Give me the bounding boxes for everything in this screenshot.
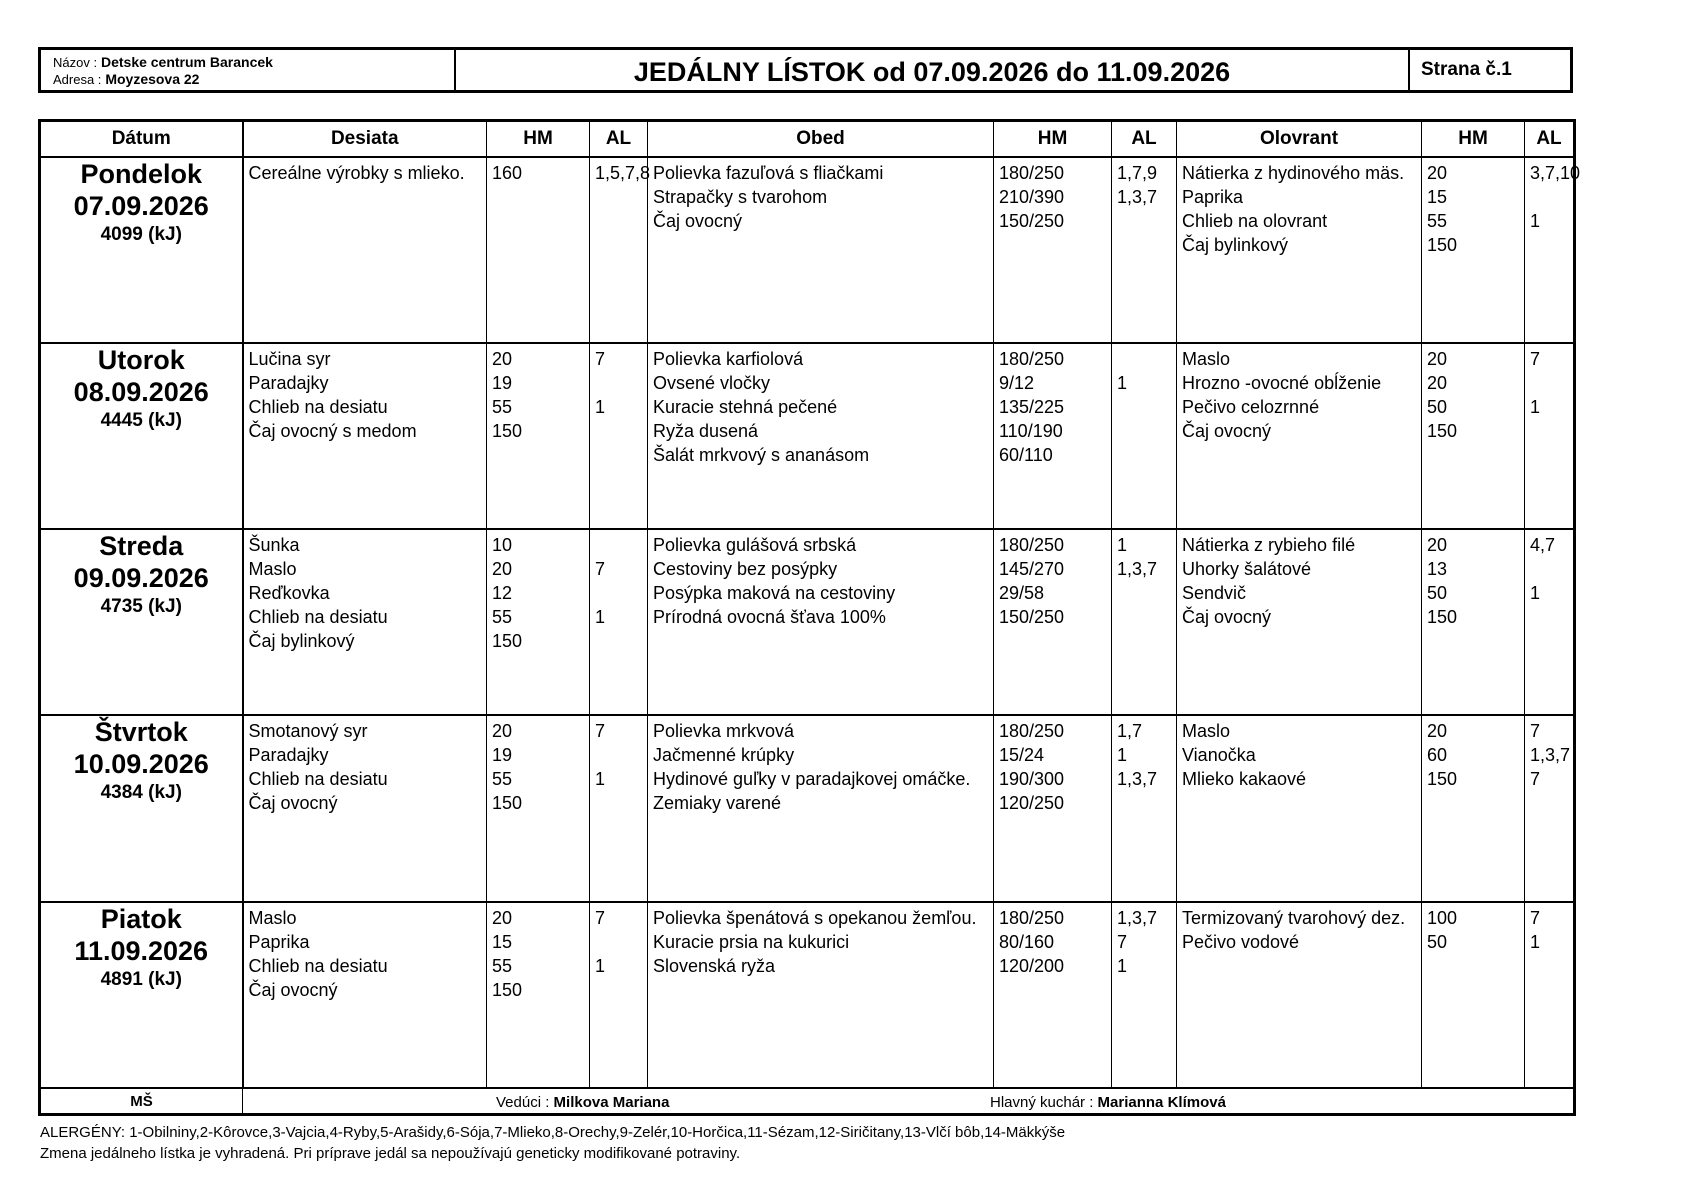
snack-al: [595, 978, 647, 1002]
lunch-item: Prírodná ovocná šťava 100%: [653, 607, 886, 628]
snack-al-cell: [590, 343, 648, 529]
lunch-al: [1117, 347, 1176, 371]
snack-al: 7: [595, 907, 606, 928]
afternoon-hm: 20: [1427, 162, 1448, 183]
afternoon-al: [1530, 371, 1573, 395]
afternoon-item: Nátierka z rybieho filé: [1182, 535, 1356, 556]
afternoon-hm: 150: [1427, 234, 1458, 255]
snack-al: 7: [595, 721, 606, 742]
facility-name: Detske centrum Barancek: [100, 54, 273, 70]
lunch-hm: 150/250: [999, 210, 1065, 231]
lunch-item: Kuracie stehná pečené: [653, 396, 838, 417]
lunch-hm: 180/250: [999, 907, 1065, 928]
lunch-al: 7: [1117, 931, 1128, 952]
day-date: 09.09.2026: [73, 563, 209, 594]
snack-hm: 15: [492, 931, 513, 952]
snack-hm: 10: [492, 535, 513, 556]
snack-item: Chlieb na desiatu: [248, 396, 388, 417]
day-cell: [40, 715, 243, 901]
afternoon-al: [1530, 233, 1573, 257]
afternoon-item: Vianočka: [1182, 745, 1256, 766]
lunch-hm-cell: [994, 157, 1112, 343]
ms-mark: MŠ: [40, 1088, 243, 1115]
afternoon-item: Maslo: [1182, 348, 1231, 369]
menu-table: [38, 119, 1581, 1116]
header-hm-lunch: HM: [994, 121, 1112, 157]
snack-al: 1: [595, 607, 606, 628]
lunch-hm-cell: [994, 343, 1112, 529]
day-energy: 4384 (kJ): [100, 782, 182, 804]
lunch-item-cell: [648, 902, 994, 1088]
snack-hm: 150: [492, 793, 523, 814]
lunch-al: 1,3,7: [1117, 559, 1158, 580]
page-number: Strana č.1: [1421, 59, 1512, 80]
afternoon-al: [1530, 605, 1573, 629]
afternoon-item-cell: [1177, 529, 1422, 715]
day-name: Pondelok: [80, 158, 202, 189]
afternoon-al: [1530, 185, 1573, 209]
day-energy: 4735 (kJ): [100, 596, 182, 618]
signature-row: [40, 1088, 1575, 1115]
afternoon-hm: 150: [1427, 420, 1458, 441]
lunch-hm: 29/58: [999, 583, 1045, 604]
snack-al: 7: [595, 559, 606, 580]
snack-item-cell: [243, 529, 487, 715]
afternoon-item: Uhorky šalátové: [1182, 559, 1312, 580]
lunch-item: Slovenská ryža: [653, 955, 776, 976]
lunch-hm-cell: [994, 715, 1112, 901]
afternoon-al: [1530, 419, 1573, 443]
header-snack: Desiata: [243, 121, 487, 157]
afternoon-al: 7: [1530, 907, 1541, 928]
afternoon-item: Pečivo celozrnné: [1182, 396, 1320, 417]
lunch-item: Polievka mrkvová: [653, 721, 795, 742]
afternoon-al-cell: [1525, 157, 1581, 343]
lunch-al: [1117, 605, 1176, 629]
lunch-al: 1: [1117, 372, 1128, 393]
day-name: Štvrtok: [94, 717, 188, 748]
snack-item: Maslo: [248, 559, 297, 580]
lunch-al: 1: [1117, 955, 1128, 976]
afternoon-al: 4,7: [1530, 535, 1556, 556]
afternoon-hm-cell: [1422, 529, 1525, 715]
snack-al: 1: [595, 769, 606, 790]
lunch-item: Čaj ovocný: [653, 210, 743, 231]
address-label: Adresa :: [53, 72, 102, 87]
document-title: JEDÁLNY LÍSTOK od 07.09.2026 do 11.09.2026: [456, 50, 1410, 90]
snack-al: 1: [595, 955, 606, 976]
day-date: 08.09.2026: [73, 376, 209, 407]
lunch-hm: 60/110: [999, 444, 1053, 465]
snack-item: Čaj ovocný: [248, 979, 338, 1000]
lunch-hm-cell: [994, 529, 1112, 715]
snack-al: [595, 419, 647, 443]
lunch-hm: 120/200: [999, 955, 1065, 976]
lunch-al-cell: [1112, 157, 1177, 343]
header-date: Dátum: [40, 121, 243, 157]
snack-item-cell: [243, 902, 487, 1088]
afternoon-hm: 50: [1427, 583, 1448, 604]
afternoon-hm-cell: [1422, 343, 1525, 529]
lunch-al: [1117, 581, 1176, 605]
lunch-item: Polievka špenátová s opekanou žemľou.: [653, 907, 977, 928]
afternoon-al: 7: [1530, 721, 1541, 742]
lunch-hm: 180/250: [999, 162, 1065, 183]
lunch-hm: 190/300: [999, 769, 1065, 790]
snack-hm: 55: [492, 607, 513, 628]
afternoon-item: Pečivo vodové: [1182, 931, 1300, 952]
day-cell: [40, 529, 243, 715]
lunch-al: 1,3,7: [1117, 769, 1158, 790]
day-row: [40, 343, 1575, 529]
snack-hm: 20: [492, 348, 513, 369]
afternoon-item: Termizovaný tvarohový dez.: [1182, 907, 1406, 928]
lunch-item: Ryža dusená: [653, 420, 759, 441]
day-energy: 4099 (kJ): [100, 223, 182, 245]
name-label: Názov :: [53, 55, 98, 70]
snack-item: Paprika: [248, 931, 310, 952]
afternoon-al: [1530, 557, 1573, 581]
snack-item: Lučina syr: [248, 348, 331, 369]
afternoon-item: Nátierka z hydinového mäs.: [1182, 162, 1405, 183]
afternoon-hm: 150: [1427, 769, 1458, 790]
afternoon-al-cell: [1525, 529, 1575, 715]
header-afternoon: Olovrant: [1177, 121, 1422, 157]
day-date: 07.09.2026: [73, 190, 209, 221]
snack-hm: 19: [492, 745, 513, 766]
day-row: [40, 529, 1575, 715]
afternoon-item: Mlieko kakaové: [1182, 769, 1307, 790]
lunch-item: Posýpka maková na cestoviny: [653, 583, 896, 604]
snack-item-cell: [243, 343, 487, 529]
allergen-legend: ALERGÉNY: 1-Obilniny,2-Kôrovce,3-Vajcia,4-Ryby,5-Arašidy,6-Sója,7-Mlieko,8-Orechy,9-Zelér,10-Horčica,11-Sézam,12-Siričitany,13-Vlčí bôb,14-Mäkkýše: [40, 1124, 1066, 1141]
snack-al: [595, 371, 647, 395]
lunch-hm: 180/250: [999, 721, 1065, 742]
snack-item-cell: [243, 715, 487, 901]
lunch-al: [1117, 395, 1176, 419]
header-lunch: Obed: [648, 121, 994, 157]
snack-item: Čaj ovocný: [248, 793, 338, 814]
document-header: [38, 47, 1573, 93]
snack-al: [595, 930, 647, 954]
snack-hm: 55: [492, 955, 513, 976]
snack-al-cell: [590, 902, 648, 1088]
lunch-hm: 9/12: [999, 372, 1035, 393]
lunch-hm-cell: [994, 902, 1112, 1088]
footnotes: [40, 1122, 1065, 1164]
afternoon-item: Paprika: [1182, 186, 1244, 207]
lunch-hm: 110/190: [999, 420, 1063, 441]
snack-item: Maslo: [248, 907, 297, 928]
afternoon-item: Hrozno -ovocné obĺženie: [1182, 372, 1382, 393]
facility-address: Moyzesova 22: [105, 71, 200, 87]
afternoon-hm: 20: [1427, 372, 1448, 393]
afternoon-hm: 60: [1427, 745, 1448, 766]
snack-hm-cell: [487, 343, 590, 529]
manager-signature: [496, 1094, 669, 1111]
header-al-afternoon: AL: [1525, 121, 1575, 157]
afternoon-hm: 20: [1427, 348, 1448, 369]
lunch-al: 1,7,9: [1117, 162, 1158, 183]
lunch-item: Cestoviny bez posýpky: [653, 559, 838, 580]
lunch-item: Polievka gulášová srbská: [653, 535, 857, 556]
day-cell: [40, 902, 243, 1088]
snack-hm: 19: [492, 372, 513, 393]
disclaimer: Zmena jedálneho lístka je vyhradená. Pri príprave jedál sa nepoužívajú geneticky modifikované potraviny.: [40, 1145, 741, 1162]
afternoon-item-cell: [1177, 715, 1422, 901]
lunch-item: Strapačky s tvarohom: [653, 186, 828, 207]
snack-hm: 20: [492, 721, 513, 742]
lunch-item: Jačmenné krúpky: [653, 745, 795, 766]
lunch-al: 1: [1117, 535, 1128, 556]
lunch-al: 1,7: [1117, 721, 1143, 742]
day-energy: 4891 (kJ): [100, 968, 182, 990]
snack-item: Chlieb na desiatu: [248, 955, 388, 976]
afternoon-hm: 20: [1427, 535, 1448, 556]
snack-al: 1,5,7,8: [595, 162, 651, 183]
snack-al: [595, 791, 647, 815]
snack-item: Cereálne výrobky s mlieko.: [248, 162, 465, 183]
column-headers: [40, 121, 1575, 157]
lunch-al: [1117, 419, 1176, 443]
afternoon-hm-cell: [1422, 715, 1525, 901]
chef-name: Marianna Klímová: [1097, 1094, 1226, 1111]
lunch-hm: 180/250: [999, 535, 1065, 556]
day-name: Utorok: [97, 344, 185, 375]
snack-hm: 12: [492, 583, 513, 604]
snack-item: Reďkovka: [248, 583, 330, 604]
menu-body: [40, 157, 1581, 1089]
snack-hm: 20: [492, 907, 513, 928]
afternoon-hm: 50: [1427, 931, 1448, 952]
signatures: [243, 1088, 1575, 1115]
afternoon-al: 1: [1530, 931, 1541, 952]
snack-hm: 20: [492, 559, 513, 580]
lunch-al: [1117, 443, 1176, 467]
snack-al: [595, 743, 647, 767]
lunch-item: Zemiaky varené: [653, 793, 782, 814]
lunch-item-cell: [648, 529, 994, 715]
afternoon-hm: 13: [1427, 559, 1448, 580]
lunch-al: [1117, 791, 1176, 815]
afternoon-item: Maslo: [1182, 721, 1231, 742]
afternoon-item-cell: [1177, 157, 1422, 343]
snack-al: [595, 581, 647, 605]
snack-item: Paradajky: [248, 745, 329, 766]
snack-hm: 55: [492, 769, 513, 790]
snack-item: Chlieb na desiatu: [248, 607, 388, 628]
snack-hm: 150: [492, 420, 523, 441]
afternoon-item: Čaj ovocný: [1182, 607, 1272, 628]
snack-hm: 55: [492, 396, 513, 417]
afternoon-item-cell: [1177, 902, 1422, 1088]
snack-hm: 160: [492, 162, 523, 183]
day-row: [40, 715, 1575, 901]
afternoon-hm: 15: [1427, 186, 1448, 207]
header-hm-afternoon: HM: [1422, 121, 1525, 157]
manager-label: Vedúci :: [496, 1094, 550, 1111]
afternoon-hm: 50: [1427, 396, 1448, 417]
snack-al: [595, 533, 647, 557]
lunch-item: Polievka fazuľová s fliačkami: [653, 162, 884, 183]
facility-info: [41, 50, 456, 90]
afternoon-hm: 100: [1427, 907, 1458, 928]
chef-label: Hlavný kuchár :: [990, 1094, 1094, 1111]
lunch-hm: 210/390: [999, 186, 1065, 207]
snack-al: [595, 629, 647, 653]
day-date: 11.09.2026: [74, 935, 209, 966]
day-cell: [40, 343, 243, 529]
snack-al: 7: [595, 348, 606, 369]
lunch-al-cell: [1112, 715, 1177, 901]
snack-hm: 150: [492, 979, 523, 1000]
lunch-hm: 180/250: [999, 348, 1065, 369]
lunch-al: [1117, 209, 1176, 233]
snack-item: Smotanový syr: [248, 721, 368, 742]
day-name: Piatok: [100, 903, 182, 934]
lunch-item: Ovsené vločky: [653, 372, 771, 393]
lunch-hm: 15/24: [999, 745, 1045, 766]
snack-hm: 150: [492, 631, 523, 652]
lunch-item: Hydinové guľky v paradajkovej omáčke.: [653, 769, 971, 790]
lunch-hm: 135/225: [999, 396, 1065, 417]
header-al-snack: AL: [590, 121, 648, 157]
header-hm-snack: HM: [487, 121, 590, 157]
snack-al-cell: [590, 715, 648, 901]
lunch-item: Kuracie prsia na kukurici: [653, 931, 850, 952]
afternoon-hm: 150: [1427, 607, 1458, 628]
afternoon-hm-cell: [1422, 902, 1525, 1088]
lunch-al-cell: [1112, 902, 1177, 1088]
day-date: 10.09.2026: [73, 749, 209, 780]
afternoon-hm: 55: [1427, 210, 1448, 231]
afternoon-item: Čaj ovocný: [1182, 420, 1272, 441]
manager-name: Milkova Mariana: [553, 1094, 670, 1111]
snack-item: Čaj ovocný s medom: [248, 420, 417, 441]
lunch-hm: 150/250: [999, 607, 1065, 628]
afternoon-al-cell: [1525, 902, 1575, 1088]
snack-al-cell: [590, 157, 651, 343]
lunch-hm: 145/270: [999, 559, 1065, 580]
afternoon-al-cell: [1525, 343, 1575, 529]
lunch-al: 1,3,7: [1117, 907, 1158, 928]
afternoon-al-cell: [1525, 715, 1575, 901]
afternoon-item: Čaj bylinkový: [1182, 234, 1289, 255]
snack-item: Paradajky: [248, 372, 329, 393]
day-name: Streda: [99, 531, 184, 562]
snack-hm-cell: [487, 902, 590, 1088]
afternoon-al: 7: [1530, 769, 1541, 790]
afternoon-al: 1: [1530, 210, 1541, 231]
lunch-hm: 80/160: [999, 931, 1055, 952]
lunch-al: 1,3,7: [1117, 186, 1158, 207]
lunch-al-cell: [1112, 529, 1177, 715]
snack-hm-cell: [487, 157, 590, 343]
snack-hm-cell: [487, 715, 590, 901]
afternoon-item: Sendvič: [1182, 583, 1247, 604]
chef-signature: [990, 1094, 1226, 1111]
afternoon-hm: 20: [1427, 721, 1448, 742]
afternoon-al: 3,7,10: [1530, 162, 1581, 183]
snack-item-cell: [243, 157, 487, 343]
snack-al-cell: [590, 529, 648, 715]
snack-hm-cell: [487, 529, 590, 715]
afternoon-item: Chlieb na olovrant: [1182, 210, 1328, 231]
lunch-hm: 120/250: [999, 793, 1065, 814]
lunch-al-cell: [1112, 343, 1177, 529]
lunch-item-cell: [648, 715, 994, 901]
lunch-item-cell: [648, 157, 994, 343]
day-row: [40, 157, 1575, 343]
day-energy: 4445 (kJ): [100, 409, 182, 431]
snack-al: 1: [595, 396, 606, 417]
afternoon-al: 1,3,7: [1530, 745, 1571, 766]
lunch-item: Polievka karfiolová: [653, 348, 804, 369]
snack-item: Šunka: [248, 535, 300, 556]
afternoon-al: 1: [1530, 583, 1541, 604]
day-row: [40, 902, 1575, 1088]
day-cell: [40, 157, 243, 343]
afternoon-item-cell: [1177, 343, 1422, 529]
afternoon-al: 7: [1530, 348, 1541, 369]
lunch-item: Šalát mrkvový s ananásom: [653, 444, 870, 465]
snack-item: Chlieb na desiatu: [248, 769, 388, 790]
lunch-item-cell: [648, 343, 994, 529]
afternoon-hm-cell: [1422, 157, 1525, 343]
header-al-lunch: AL: [1112, 121, 1177, 157]
lunch-al: 1: [1117, 745, 1128, 766]
snack-item: Čaj bylinkový: [248, 631, 355, 652]
afternoon-al: 1: [1530, 396, 1541, 417]
